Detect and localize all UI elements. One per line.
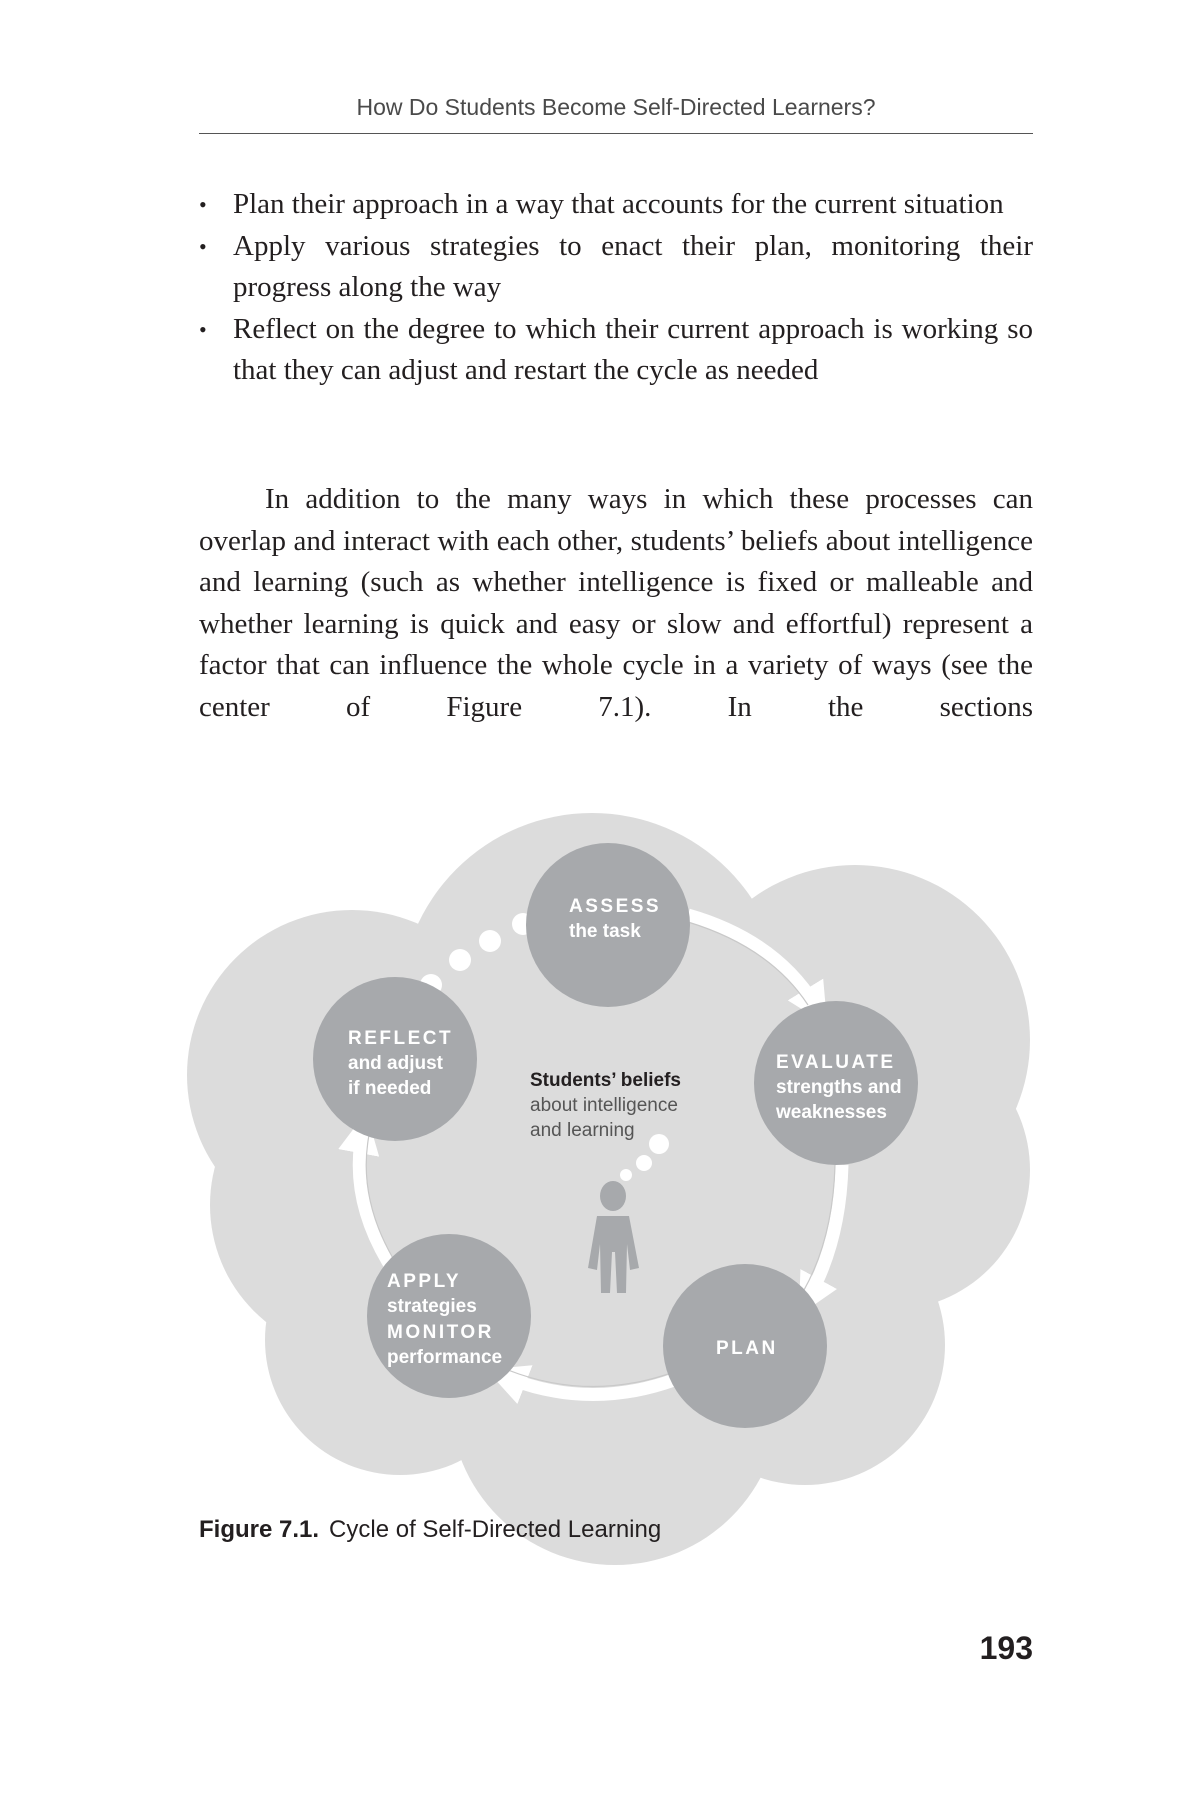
- figure-caption: [199, 1516, 661, 1544]
- figure-label: Figure 7.1.: [199, 1516, 320, 1543]
- evaluate-subtitle-line1: strengths and: [776, 1077, 902, 1098]
- page-number: 193: [979, 1630, 1033, 1666]
- bullet-marker: •: [199, 233, 207, 259]
- plan-title: PLAN: [716, 1338, 778, 1359]
- reflect-subtitle-line2: if needed: [348, 1078, 432, 1099]
- beliefs-subtitle-line1: about intelligence: [530, 1095, 678, 1116]
- reflect-subtitle-line1: and adjust: [348, 1053, 444, 1074]
- assess-title: ASSESS: [569, 896, 662, 917]
- assess-subtitle: the task: [569, 921, 641, 942]
- evaluate-subtitle-line2: weaknesses: [776, 1102, 887, 1123]
- running-head: How Do Students Become Self-Directed Learners?: [356, 94, 876, 120]
- figure-title: Cycle of Self-Directed Learning: [329, 1516, 662, 1543]
- reflect-title: REFLECT: [348, 1028, 454, 1049]
- bullet-text: Plan their approach in a way that accounts for the current situation: [233, 188, 1004, 220]
- apply-title: APPLY: [387, 1271, 462, 1292]
- monitor-title: MONITOR: [387, 1322, 494, 1343]
- beliefs-subtitle-line2: and learning: [530, 1120, 635, 1141]
- bullet-text: Reflect on the degree to which their current approach is working so that they can adjust and restart the cycle as needed: [233, 312, 1033, 386]
- bullet-marker: •: [199, 316, 207, 342]
- monitor-subtitle: performance: [387, 1347, 503, 1368]
- bullet-marker: •: [199, 192, 207, 217]
- evaluate-title: EVALUATE: [776, 1052, 896, 1073]
- apply-subtitle: strategies: [387, 1296, 477, 1317]
- beliefs-title: Students’ beliefs: [530, 1070, 681, 1091]
- body-paragraph: In addition to the many ways in which these processes can overlap and interact with each other, students’ beliefs about intelligence and learning (such as whether intelligence is fixed or malleable and whether learning is quick and easy or slow and effortful) represent a factor that can influence the whole cycle in a variety of ways (see the center of Figure 7.1). In the sections: [199, 483, 1033, 723]
- bullet-text: Apply various strategies to enact their plan, monitoring their progress along the way: [233, 229, 1033, 303]
